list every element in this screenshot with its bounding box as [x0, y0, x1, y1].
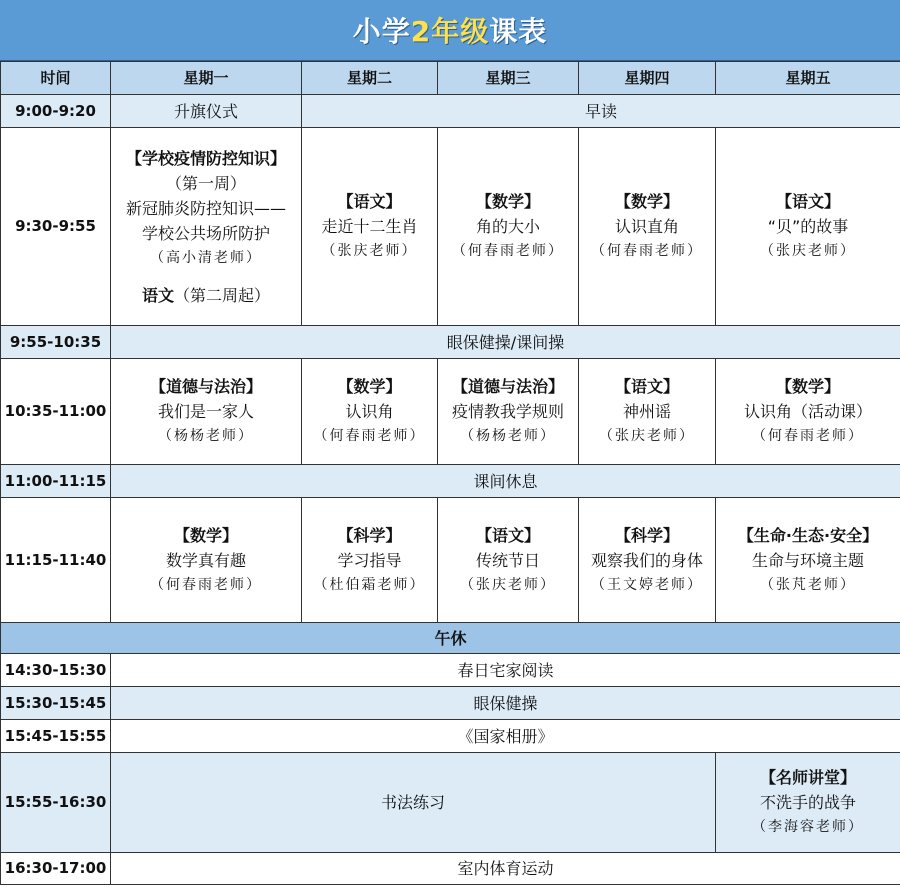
time-cell: 15:45-15:55 [1, 720, 111, 753]
table-row [1, 465, 900, 498]
topic: 不洗手的战争 [759, 793, 856, 812]
teacher: （杨杨老师） [158, 428, 254, 444]
subject: 【语文】 [614, 377, 679, 396]
subject: 【数学】 [475, 192, 540, 211]
table-row [1, 654, 900, 687]
cell-fri [716, 498, 900, 623]
cell-wed [438, 498, 579, 623]
teacher: （王文婷老师） [591, 576, 703, 593]
cell-merged: 《国家相册》 [111, 720, 900, 753]
teacher: （张庆老师） [321, 243, 418, 259]
mon-line-6 [111, 283, 301, 308]
teacher: （杨杨老师） [460, 428, 556, 444]
page-title [353, 10, 548, 50]
teacher: （张庆老师） [460, 576, 556, 593]
header-tue: 星期二 [302, 62, 438, 95]
mon-line-2: （第一周） [165, 173, 246, 193]
topic: 学习指导 [337, 550, 402, 570]
topic: 生命与环境主题 [751, 550, 864, 570]
mon-line-6-bold: 语文 [141, 285, 174, 305]
table-row [1, 326, 900, 359]
table-row [1, 359, 900, 465]
topic: 数学真有趣 [165, 550, 246, 570]
cell-wed [438, 359, 579, 465]
table-row [1, 687, 900, 720]
title-grade: 2年级 [410, 15, 490, 48]
table-row [1, 95, 900, 128]
teacher: （何春雨老师） [452, 243, 564, 259]
time-cell: 9:55-10:35 [1, 326, 111, 359]
cell-merged: 书法练习 [111, 753, 716, 853]
subject: 【科学】 [614, 525, 679, 545]
topic: 疫情教我学规则 [451, 402, 564, 421]
cell-tue [302, 128, 438, 326]
mon-line-4: 学校公共场所防护 [141, 223, 270, 243]
topic: 观察我们的身体 [590, 550, 703, 570]
teacher: （张庆老师） [599, 428, 695, 444]
subject: 【名师讲堂】 [759, 768, 856, 787]
teacher: （何春雨老师） [752, 428, 864, 444]
header-mon: 星期一 [111, 62, 302, 95]
cell-merged: 春日宅家阅读 [111, 654, 900, 687]
time-cell: 15:30-15:45 [1, 687, 111, 720]
time-cell: 11:15-11:40 [1, 498, 111, 623]
table-row [1, 853, 900, 885]
subject: 【数学】 [614, 192, 679, 211]
title-bar [0, 0, 900, 61]
topic: 神州谣 [622, 402, 671, 421]
cell-thu [579, 128, 716, 326]
topic: 认识角（活动课） [743, 402, 872, 421]
title-prefix: 小学 [352, 15, 411, 48]
cell-fri [716, 359, 900, 465]
time-cell: 16:30-17:00 [1, 853, 111, 885]
cell-wed [438, 128, 579, 326]
time-cell: 15:55-16:30 [1, 753, 111, 853]
cell-tue [302, 498, 438, 623]
subject: 【科学】 [337, 525, 402, 545]
teacher: （李海容老师） [752, 819, 864, 835]
time-cell: 9:00-9:20 [1, 95, 111, 128]
mon-line-6-rest: （第二周起） [174, 285, 271, 305]
lunch-break: 午休 [1, 623, 900, 654]
subject: 【数学】 [775, 377, 840, 396]
topic: 传统节日 [475, 550, 540, 570]
header-fri: 星期五 [716, 62, 900, 95]
header-row [1, 62, 900, 95]
subject: 【语文】 [475, 525, 540, 545]
mon-line-1: 【学校疫情防控知识】 [125, 148, 286, 168]
cell-merged: 眼保健操/课间操 [111, 326, 900, 359]
table-row [1, 498, 900, 623]
subject: 【数学】 [337, 377, 402, 396]
timetable [0, 61, 900, 885]
time-cell: 14:30-15:30 [1, 654, 111, 687]
table-row [1, 623, 900, 654]
teacher: （何春雨老师） [150, 576, 262, 593]
subject: 【道德与法治】 [451, 377, 564, 396]
table-row [1, 128, 900, 326]
teacher: （杜伯霜老师） [313, 576, 426, 593]
header-thu: 星期四 [579, 62, 716, 95]
subject: 【道德与法治】 [149, 377, 262, 396]
mon-line-3: 新冠肺炎防控知识—— [125, 198, 286, 218]
cell-merged: 早读 [302, 95, 900, 128]
topic: 我们是一家人 [157, 402, 254, 421]
teacher: （张庆老师） [760, 243, 856, 259]
cell-thu [579, 359, 716, 465]
mon-teacher: （高小清老师） [150, 249, 262, 266]
cell-merged: 课间休息 [111, 465, 900, 498]
cell-mon: 升旗仪式 [111, 95, 302, 128]
subject: 【语文】 [775, 192, 840, 211]
cell-mon [111, 498, 302, 623]
cell-fri [716, 128, 900, 326]
table-row [1, 720, 900, 753]
topic: “贝”的故事 [767, 217, 849, 236]
teacher: （张芃老师） [760, 576, 856, 593]
time-cell: 11:00-11:15 [1, 465, 111, 498]
time-cell: 9:30-9:55 [1, 128, 111, 326]
table-row [1, 753, 900, 853]
topic: 走近十二生肖 [321, 217, 418, 236]
cell-mon [111, 359, 302, 465]
teacher: （何春雨老师） [313, 428, 426, 444]
subject: 【数学】 [173, 525, 238, 545]
cell-mon [111, 128, 302, 326]
header-time: 时间 [1, 62, 111, 95]
title-suffix: 课表 [489, 15, 548, 48]
cell-merged: 室内体育运动 [111, 853, 900, 885]
topic: 认识直角 [614, 217, 679, 236]
topic: 认识角 [345, 402, 394, 421]
cell-merged: 眼保健操 [111, 687, 900, 720]
time-cell: 10:35-11:00 [1, 359, 111, 465]
subject: 【生命·生态·安全】 [737, 525, 879, 545]
subject: 【语文】 [337, 192, 402, 211]
cell-tue [302, 359, 438, 465]
header-wed: 星期三 [438, 62, 579, 95]
teacher: （何春雨老师） [591, 243, 703, 259]
cell-fri [716, 753, 900, 853]
topic: 角的大小 [475, 217, 540, 236]
cell-thu [579, 498, 716, 623]
